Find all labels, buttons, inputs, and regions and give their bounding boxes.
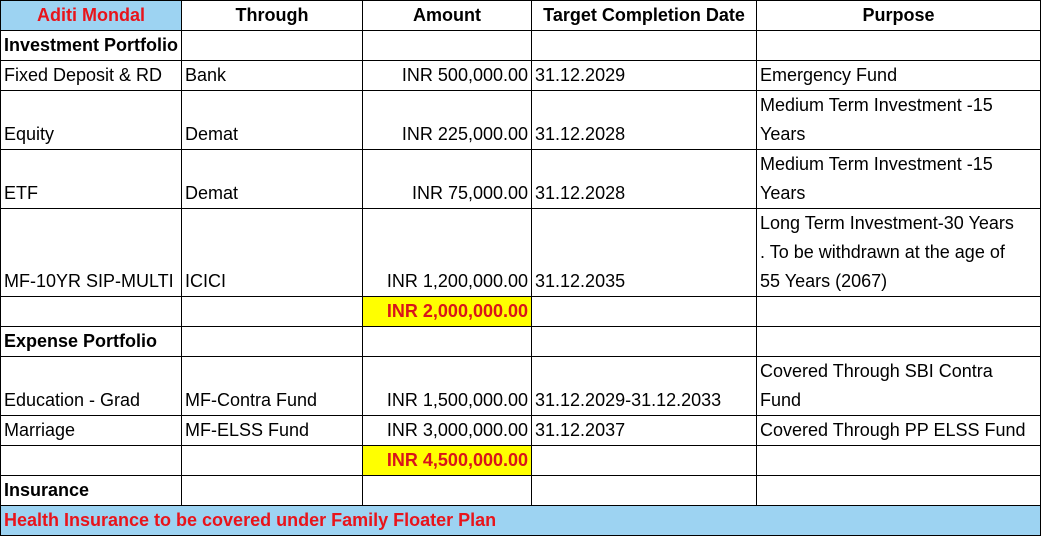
table-row <box>1 357 1041 416</box>
purpose-line: Medium Term Investment -15 <box>760 154 993 174</box>
total-row <box>1 446 1041 476</box>
date-cell[interactable]: 31.12.2035 <box>532 209 757 297</box>
empty-cell[interactable] <box>1 297 182 327</box>
table-row <box>1 150 1041 209</box>
purpose-line: Fund <box>760 390 802 410</box>
purpose-line: Covered Through PP ELSS Fund <box>760 420 1026 440</box>
insurance-note[interactable]: Health Insurance to be covered under Family Floater Plan <box>1 506 1041 536</box>
insurance-section-title[interactable]: Insurance <box>1 476 182 506</box>
through-cell[interactable]: Demat <box>182 150 363 209</box>
empty-cell[interactable] <box>757 446 1041 476</box>
empty-cell[interactable] <box>182 446 363 476</box>
empty-cell[interactable] <box>182 297 363 327</box>
date-cell[interactable]: 31.12.2037 <box>532 416 757 446</box>
purpose-cell[interactable] <box>757 150 1041 209</box>
purpose-cell[interactable] <box>757 61 1041 91</box>
item-cell[interactable]: MF-10YR SIP-MULTI <box>1 209 182 297</box>
purpose-line: Covered Through SBI Contra <box>760 361 993 381</box>
total-row <box>1 297 1041 327</box>
empty-cell[interactable] <box>532 297 757 327</box>
amount-cell[interactable]: INR 3,000,000.00 <box>363 416 532 446</box>
purpose-cell[interactable] <box>757 357 1041 416</box>
through-cell[interactable]: ICICI <box>182 209 363 297</box>
item-cell[interactable]: ETF <box>1 150 182 209</box>
date-cell[interactable]: 31.12.2028 <box>532 91 757 150</box>
empty-cell[interactable] <box>532 446 757 476</box>
note-row <box>1 506 1041 536</box>
header-row <box>1 1 1041 31</box>
empty-cell[interactable] <box>182 476 363 506</box>
empty-cell[interactable] <box>757 327 1041 357</box>
header-purpose[interactable]: Purpose <box>757 1 1041 31</box>
purpose-line: 55 Years (2067) <box>760 271 888 291</box>
expense-section-title[interactable]: Expense Portfolio <box>1 327 182 357</box>
empty-cell[interactable] <box>532 31 757 61</box>
amount-cell[interactable]: INR 1,200,000.00 <box>363 209 532 297</box>
amount-cell[interactable]: INR 1,500,000.00 <box>363 357 532 416</box>
item-cell[interactable]: Education - Grad <box>1 357 182 416</box>
empty-cell[interactable] <box>363 31 532 61</box>
client-name-cell[interactable]: Aditi Mondal <box>1 1 182 31</box>
section-row <box>1 327 1041 357</box>
empty-cell[interactable] <box>363 327 532 357</box>
table-row <box>1 416 1041 446</box>
table-row <box>1 91 1041 150</box>
purpose-line: Long Term Investment-30 Years <box>760 213 1014 233</box>
investment-section-title[interactable]: Investment Portfolio <box>1 31 182 61</box>
header-target-date[interactable]: Target Completion Date <box>532 1 757 31</box>
date-cell[interactable]: 31.12.2028 <box>532 150 757 209</box>
table-row <box>1 209 1041 297</box>
through-cell[interactable]: Demat <box>182 91 363 150</box>
purpose-line: Years <box>760 183 806 203</box>
item-cell[interactable]: Equity <box>1 91 182 150</box>
table-row <box>1 61 1041 91</box>
empty-cell[interactable] <box>1 446 182 476</box>
through-cell[interactable]: Bank <box>182 61 363 91</box>
amount-cell[interactable]: INR 225,000.00 <box>363 91 532 150</box>
empty-cell[interactable] <box>182 327 363 357</box>
item-cell[interactable]: Fixed Deposit & RD <box>1 61 182 91</box>
item-cell[interactable]: Marriage <box>1 416 182 446</box>
purpose-line: Medium Term Investment -15 <box>760 95 993 115</box>
section-row <box>1 31 1041 61</box>
amount-cell[interactable]: INR 75,000.00 <box>363 150 532 209</box>
through-cell[interactable]: MF-ELSS Fund <box>182 416 363 446</box>
empty-cell[interactable] <box>363 476 532 506</box>
through-cell[interactable]: MF-Contra Fund <box>182 357 363 416</box>
purpose-cell[interactable] <box>757 209 1041 297</box>
purpose-line: Years <box>760 124 806 144</box>
header-through[interactable]: Through <box>182 1 363 31</box>
empty-cell[interactable] <box>757 476 1041 506</box>
empty-cell[interactable] <box>532 327 757 357</box>
purpose-cell[interactable] <box>757 416 1041 446</box>
empty-cell[interactable] <box>757 31 1041 61</box>
investment-total[interactable]: INR 2,000,000.00 <box>363 297 532 327</box>
empty-cell[interactable] <box>532 476 757 506</box>
date-cell[interactable]: 31.12.2029-31.12.2033 <box>532 357 757 416</box>
empty-cell[interactable] <box>757 297 1041 327</box>
date-cell[interactable]: 31.12.2029 <box>532 61 757 91</box>
section-row <box>1 476 1041 506</box>
expense-total[interactable]: INR 4,500,000.00 <box>363 446 532 476</box>
header-amount[interactable]: Amount <box>363 1 532 31</box>
amount-cell[interactable]: INR 500,000.00 <box>363 61 532 91</box>
purpose-cell[interactable] <box>757 91 1041 150</box>
purpose-line: Emergency Fund <box>760 65 898 85</box>
empty-cell[interactable] <box>182 31 363 61</box>
purpose-line: . To be withdrawn at the age of <box>760 242 1005 262</box>
